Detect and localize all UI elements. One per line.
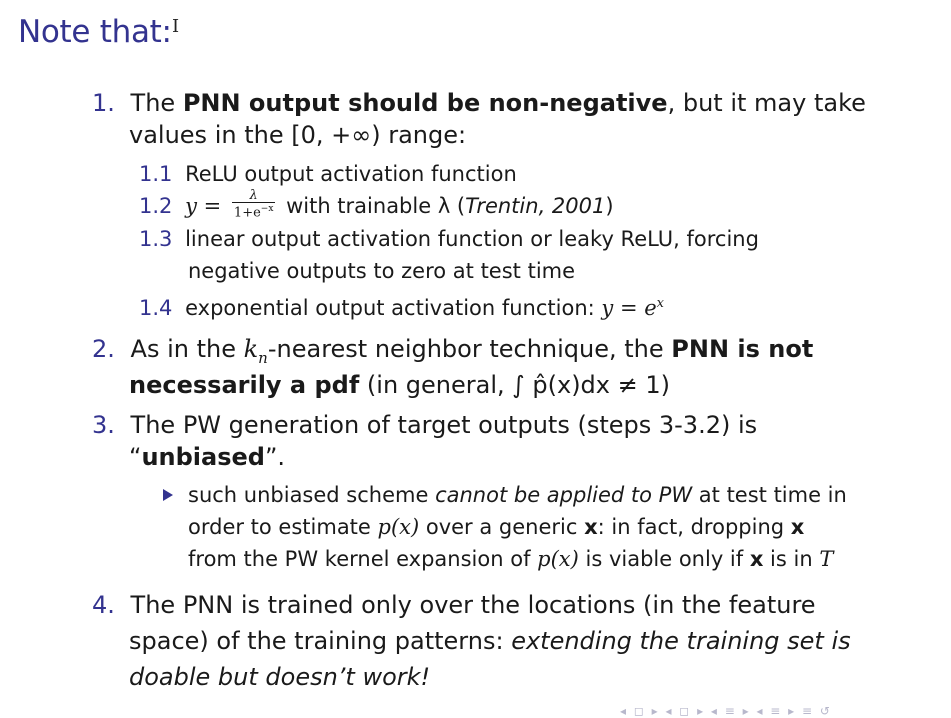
list-number: 1. bbox=[92, 89, 115, 117]
bullet-item-line3: from the PW kernel expansion of p(x) is viable only if x is in T bbox=[188, 547, 834, 571]
list-item-3: 3. The PW generation of target outputs (steps 3-3.2) is bbox=[92, 411, 758, 439]
bullet-item-line2: order to estimate p(x) over a generic x: in fact, dropping x bbox=[188, 515, 805, 539]
sublist-item-1-1: 1.1 ReLU output activation function bbox=[139, 162, 517, 186]
fraction: $\frac{\lambda}{1+e^{-x}}$ bbox=[233, 188, 274, 221]
bullet-item-line1: such unbiased scheme cannot be applied to PW at test time in bbox=[188, 483, 847, 507]
text-cursor-icon: I bbox=[172, 16, 180, 37]
list-item-4-line2: space) of the training patterns: extending the training set is bbox=[129, 627, 851, 655]
list-item-1 bbox=[92, 88, 866, 118]
list-item-2: 2. As in the $k_n$-nearest neighbor technique, the PNN is not bbox=[92, 335, 814, 367]
sublist-item-1-4: 1.4 exponential output activation function: $y = e^x$ bbox=[139, 296, 664, 320]
item-text: The PNN output should be non-negative, but it may take bbox=[130, 89, 866, 117]
page-title: Note that: bbox=[18, 14, 172, 50]
sublist-item-1-3-line2: negative outputs to zero at test time bbox=[188, 259, 576, 283]
slide-navigation-bar[interactable]: ◂ ◻ ▸ ◂ ◻ ▸ ◂ ≡ ▸ ◂ ≡ ▸ ≡ ↺ bbox=[620, 704, 832, 718]
list-item-3-line2: “unbiased”. bbox=[129, 443, 286, 471]
list-item-2-line2: necessarily a pdf (in general, ∫ p̂(x)dx ≠ 1) bbox=[129, 371, 670, 399]
list-item-4: 4. The PNN is trained only over the locations (in the feature bbox=[92, 591, 816, 619]
bullet-triangle-icon bbox=[163, 489, 173, 501]
sublist-item-1-3: 1.3 linear output activation function or leaky ReLU, forcing bbox=[139, 227, 759, 251]
list-item-1-line2: values in the [0, +∞) range: bbox=[129, 121, 467, 149]
sublist-item-1-2: 1.2 y = $\frac{\lambda}{1+e^{-x}}$ with trainable λ (Trentin, 2001) bbox=[139, 188, 614, 221]
list-item-4-line3: doable but doesn’t work! bbox=[129, 663, 431, 691]
